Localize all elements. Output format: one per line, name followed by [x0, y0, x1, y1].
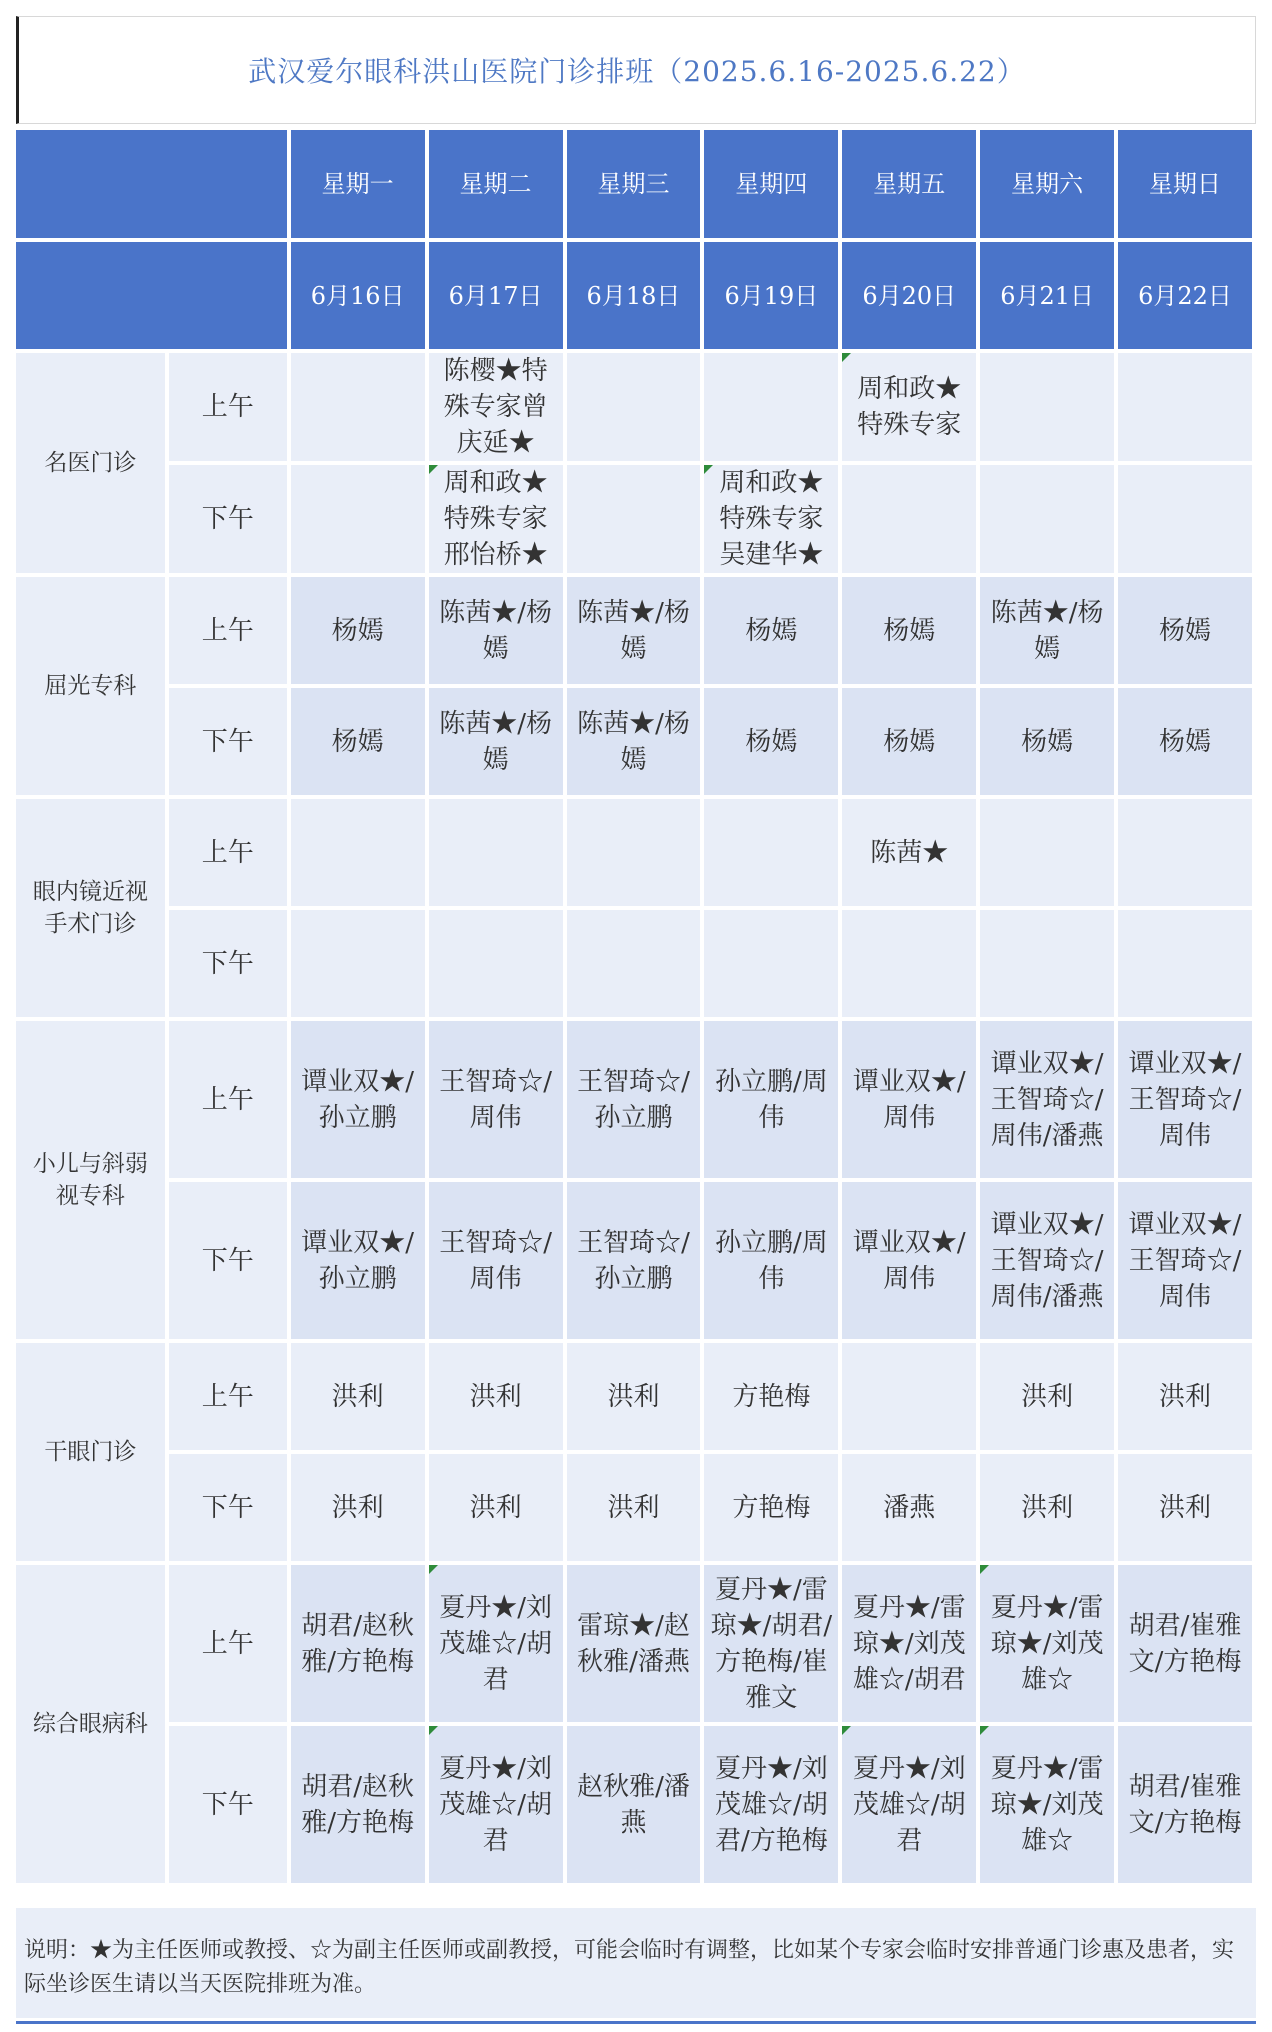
schedule-cell: 谭业双★/周伟 — [842, 1182, 976, 1339]
session-label: 上午 — [169, 353, 287, 461]
schedule-cell: 洪利 — [980, 1343, 1114, 1450]
schedule-cell: 王智琦☆/孙立鹏 — [567, 1021, 701, 1178]
schedule-cell — [567, 910, 701, 1017]
schedule-cell: 方艳梅 — [704, 1343, 838, 1450]
schedule-row — [16, 1021, 1252, 1178]
schedule-cell: 洪利 — [291, 1454, 425, 1561]
schedule-cell — [291, 799, 425, 906]
schedule-cell — [291, 465, 425, 573]
schedule-cell: 洪利 — [429, 1343, 563, 1450]
schedule-cell — [429, 910, 563, 1017]
department-name: 名医门诊 — [16, 353, 165, 573]
session-label: 下午 — [169, 1182, 287, 1339]
schedule-cell — [842, 1343, 976, 1450]
schedule-cell: 王智琦☆/周伟 — [429, 1021, 563, 1178]
date-6: 6月21日 — [980, 242, 1114, 349]
schedule-cell: 谭业双★/王智琦☆/周伟 — [1118, 1021, 1252, 1178]
schedule-cell: 陈茜★/杨嫣 — [980, 577, 1114, 684]
department-name: 小儿与斜弱视专科 — [16, 1021, 165, 1339]
schedule-cell: 夏丹★/刘茂雄☆/胡君 — [429, 1726, 563, 1883]
schedule-cell: 夏丹★/雷琼★/刘茂雄☆/胡君 — [842, 1565, 976, 1722]
schedule-cell: 杨嫣 — [842, 688, 976, 795]
schedule-cell: 周和政★特殊专家吴建华★ — [704, 465, 838, 573]
schedule-row — [16, 799, 1252, 906]
schedule-cell: 杨嫣 — [291, 688, 425, 795]
schedule-cell: 夏丹★/刘茂雄☆/胡君/方艳梅 — [704, 1726, 838, 1883]
weekday-7: 星期日 — [1118, 130, 1252, 238]
schedule-cell: 夏丹★/刘茂雄☆/胡君 — [842, 1726, 976, 1883]
schedule-cell: 夏丹★/雷琼★/胡君/方艳梅/崔雅文 — [704, 1565, 838, 1722]
date-5: 6月20日 — [842, 242, 976, 349]
schedule-cell — [704, 799, 838, 906]
schedule-cell: 陈茜★/杨嫣 — [429, 577, 563, 684]
header-blank — [16, 130, 287, 238]
schedule-row — [16, 1182, 1252, 1339]
schedule-row — [16, 1343, 1252, 1450]
schedule-cell: 陈茜★/杨嫣 — [567, 577, 701, 684]
schedule-cell: 谭业双★/王智琦☆/周伟/潘燕 — [980, 1182, 1114, 1339]
schedule-cell — [291, 353, 425, 461]
schedule-cell: 夏丹★/雷琼★/刘茂雄☆ — [980, 1726, 1114, 1883]
schedule-cell: 杨嫣 — [704, 688, 838, 795]
schedule-row — [16, 1565, 1252, 1722]
session-label: 下午 — [169, 465, 287, 573]
schedule-cell: 陈茜★ — [842, 799, 976, 906]
schedule-cell: 杨嫣 — [842, 577, 976, 684]
schedule-cell: 杨嫣 — [1118, 577, 1252, 684]
schedule-cell: 杨嫣 — [704, 577, 838, 684]
schedule-cell — [842, 465, 976, 573]
date-4: 6月19日 — [704, 242, 838, 349]
header-blank — [16, 242, 287, 349]
schedule-cell — [704, 910, 838, 1017]
schedule-table — [12, 126, 1256, 1887]
schedule-cell: 陈樱★特殊专家曾庆延★ — [429, 353, 563, 461]
department-name: 综合眼病科 — [16, 1565, 165, 1883]
schedule-cell: 谭业双★/王智琦☆/周伟 — [1118, 1182, 1252, 1339]
schedule-cell: 洪利 — [429, 1454, 563, 1561]
date-7: 6月22日 — [1118, 242, 1252, 349]
schedule-cell: 王智琦☆/孙立鹏 — [567, 1182, 701, 1339]
schedule-cell — [842, 910, 976, 1017]
schedule-row — [16, 353, 1252, 461]
schedule-row — [16, 465, 1252, 573]
schedule-cell: 王智琦☆/周伟 — [429, 1182, 563, 1339]
schedule-cell: 洪利 — [567, 1343, 701, 1450]
schedule-row — [16, 688, 1252, 795]
schedule-cell: 杨嫣 — [980, 688, 1114, 795]
schedule-cell: 胡君/赵秋雅/方艳梅 — [291, 1565, 425, 1722]
date-header-row — [16, 242, 1252, 349]
schedule-cell — [567, 353, 701, 461]
schedule-cell: 孙立鹏/周伟 — [704, 1021, 838, 1178]
weekday-5: 星期五 — [842, 130, 976, 238]
schedule-row — [16, 1454, 1252, 1561]
schedule-cell: 杨嫣 — [291, 577, 425, 684]
schedule-cell: 洪利 — [1118, 1454, 1252, 1561]
session-label: 上午 — [169, 1565, 287, 1722]
session-label: 上午 — [169, 799, 287, 906]
schedule-cell: 洪利 — [980, 1454, 1114, 1561]
weekday-4: 星期四 — [704, 130, 838, 238]
schedule-row — [16, 1726, 1252, 1883]
schedule-cell: 洪利 — [567, 1454, 701, 1561]
schedule-cell — [567, 465, 701, 573]
session-label: 上午 — [169, 577, 287, 684]
schedule-title: 武汉爱尔眼科洪山医院门诊排班（2025.6.16-2025.6.22） — [16, 16, 1256, 124]
schedule-row — [16, 577, 1252, 684]
schedule-cell: 潘燕 — [842, 1454, 976, 1561]
schedule-cell: 洪利 — [291, 1343, 425, 1450]
weekday-3: 星期三 — [567, 130, 701, 238]
schedule-cell — [980, 465, 1114, 573]
schedule-cell: 雷琼★/赵秋雅/潘燕 — [567, 1565, 701, 1722]
schedule-cell: 赵秋雅/潘燕 — [567, 1726, 701, 1883]
session-label: 下午 — [169, 688, 287, 795]
schedule-cell: 方艳梅 — [704, 1454, 838, 1561]
date-2: 6月17日 — [429, 242, 563, 349]
schedule-cell — [980, 799, 1114, 906]
schedule-cell: 胡君/崔雅文/方艳梅 — [1118, 1726, 1252, 1883]
department-name: 眼内镜近视手术门诊 — [16, 799, 165, 1017]
department-name: 干眼门诊 — [16, 1343, 165, 1561]
schedule-cell: 洪利 — [1118, 1343, 1252, 1450]
schedule-cell — [567, 799, 701, 906]
weekday-2: 星期二 — [429, 130, 563, 238]
session-label: 下午 — [169, 1726, 287, 1883]
schedule-cell — [1118, 799, 1252, 906]
schedule-cell: 陈茜★/杨嫣 — [429, 688, 563, 795]
schedule-cell: 谭业双★/孙立鹏 — [291, 1182, 425, 1339]
bottom-rule — [16, 2021, 1256, 2024]
schedule-cell: 谭业双★/孙立鹏 — [291, 1021, 425, 1178]
schedule-cell: 周和政★特殊专家 — [842, 353, 976, 461]
schedule-cell — [429, 799, 563, 906]
weekday-6: 星期六 — [980, 130, 1114, 238]
schedule-cell: 周和政★特殊专家邢怡桥★ — [429, 465, 563, 573]
schedule-cell: 谭业双★/周伟 — [842, 1021, 976, 1178]
footnote: 说明：★为主任医师或教授、☆为副主任医师或副教授，可能会临时有调整，比如某个专家会临时安排普通门诊惠及患者，实际坐诊医生请以当天医院排班为准。 — [16, 1908, 1256, 2018]
schedule-cell — [1118, 465, 1252, 573]
schedule-cell: 谭业双★/王智琦☆/周伟/潘燕 — [980, 1021, 1114, 1178]
schedule-cell: 胡君/崔雅文/方艳梅 — [1118, 1565, 1252, 1722]
date-3: 6月18日 — [567, 242, 701, 349]
session-label: 上午 — [169, 1343, 287, 1450]
weekday-header-row — [16, 130, 1252, 238]
schedule-cell: 胡君/赵秋雅/方艳梅 — [291, 1726, 425, 1883]
session-label: 下午 — [169, 910, 287, 1017]
session-label: 上午 — [169, 1021, 287, 1178]
schedule-cell — [704, 353, 838, 461]
date-1: 6月16日 — [291, 242, 425, 349]
weekday-1: 星期一 — [291, 130, 425, 238]
session-label: 下午 — [169, 1454, 287, 1561]
schedule-row — [16, 910, 1252, 1017]
schedule-cell — [980, 353, 1114, 461]
schedule-cell: 陈茜★/杨嫣 — [567, 688, 701, 795]
department-name: 屈光专科 — [16, 577, 165, 795]
schedule-cell — [291, 910, 425, 1017]
schedule-cell — [1118, 910, 1252, 1017]
schedule-cell: 夏丹★/雷琼★/刘茂雄☆ — [980, 1565, 1114, 1722]
schedule-cell: 夏丹★/刘茂雄☆/胡君 — [429, 1565, 563, 1722]
schedule-cell — [1118, 353, 1252, 461]
schedule-cell — [980, 910, 1114, 1017]
schedule-cell: 杨嫣 — [1118, 688, 1252, 795]
schedule-cell: 孙立鹏/周伟 — [704, 1182, 838, 1339]
